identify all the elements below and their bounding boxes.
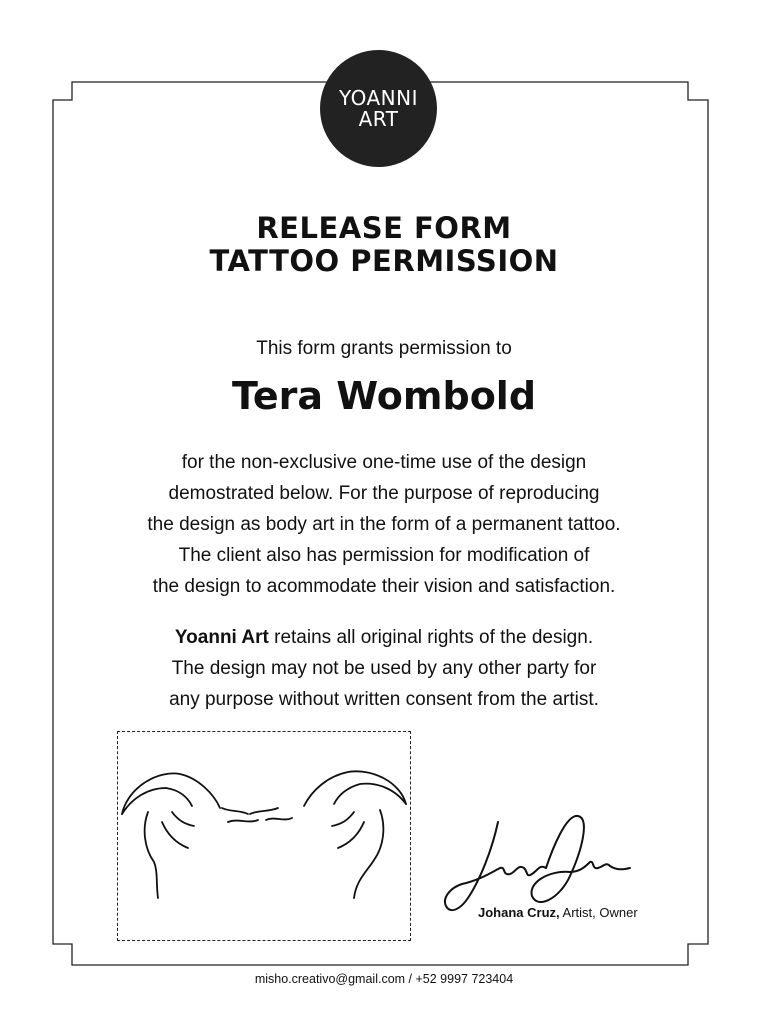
- footer-separator: /: [405, 972, 416, 986]
- terms-line: The client also has permission for modification of: [178, 545, 590, 566]
- brand-logo: [320, 50, 437, 167]
- rights-line-1: [0, 622, 768, 653]
- artist-name: Johana Cruz,: [478, 905, 560, 920]
- form-title: [0, 212, 768, 278]
- terms-paragraph: [0, 447, 768, 602]
- studio-name: Yoanni Art: [174, 627, 269, 648]
- rights-line-2: The design may not be used by any other party for: [171, 658, 597, 679]
- logo-line-2: ART: [358, 106, 399, 131]
- terms-line: the design to acommodate their vision and satisfaction.: [152, 576, 616, 597]
- title-line-2: TATTOO PERMISSION: [209, 244, 559, 278]
- logo-line-1: YOANNI: [338, 85, 418, 110]
- contact-footer: [0, 972, 768, 986]
- terms-line: for the non-exclusive one-time use of the design: [181, 452, 587, 473]
- dog-ears-design-icon: [118, 732, 410, 940]
- title-line-1: RELEASE FORM: [256, 211, 512, 245]
- footer-email: misho.creativo@gmail.com: [254, 972, 406, 986]
- intro-text: This form grants permission to: [256, 338, 512, 359]
- artist-role: Artist, Owner: [559, 905, 638, 920]
- recipient-name: Tera Wombold: [231, 374, 537, 418]
- rights-line-1-rest: retains all original rights of the design.: [268, 627, 594, 648]
- rights-line-3: any purpose without written consent from the artist.: [169, 689, 599, 710]
- signature-caption: [478, 905, 638, 920]
- terms-line: demostrated below. For the purpose of reproducing: [168, 483, 600, 504]
- terms-line: the design as body art in the form of a permanent tattoo.: [147, 514, 621, 535]
- design-preview-box: [117, 731, 411, 941]
- footer-phone: +52 9997 723404: [415, 972, 514, 986]
- rights-paragraph: [0, 622, 768, 715]
